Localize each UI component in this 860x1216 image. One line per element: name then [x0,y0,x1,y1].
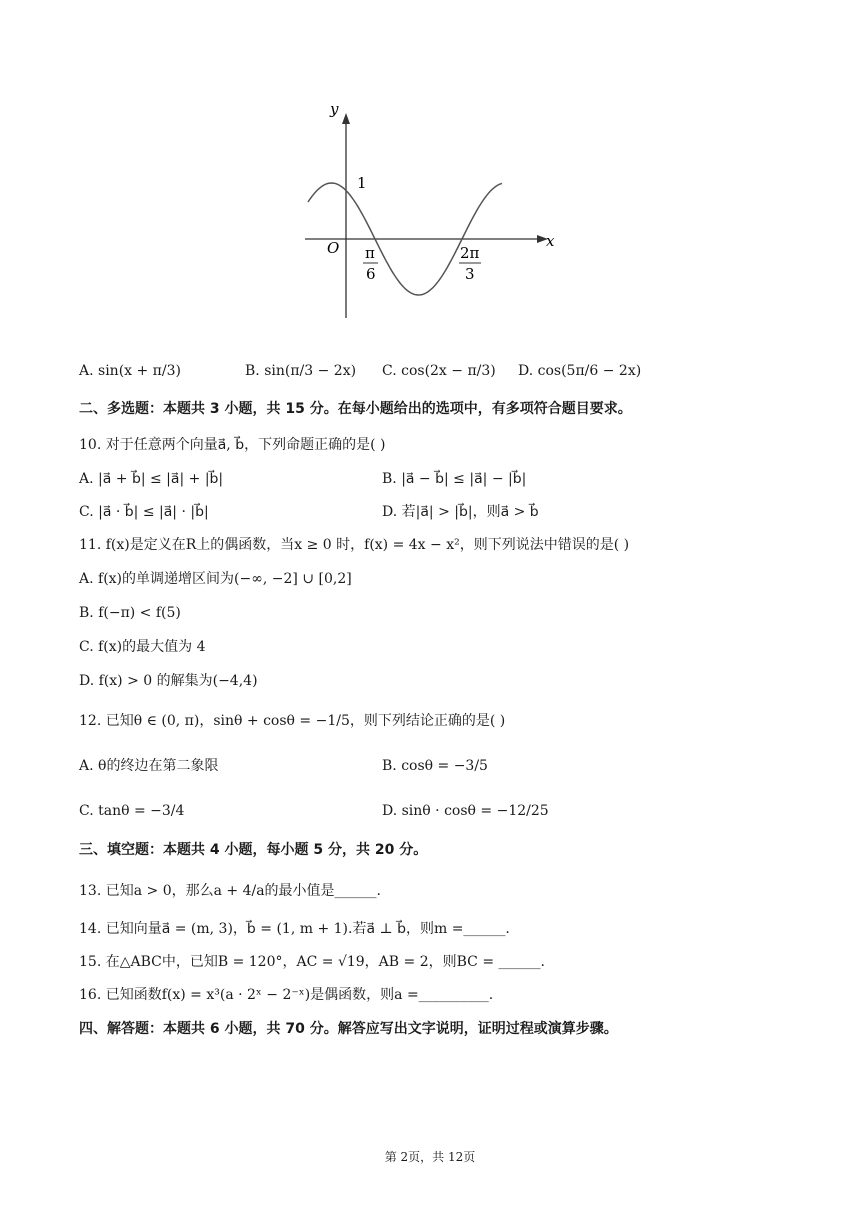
q13-text: 13. 已知a > 0，那么a + 4/a的最小值是______. [79,883,381,899]
q11-option-b: B. f(−π) < f(5) [79,605,181,621]
q11-option-c: C. f(x)的最大值为 4 [79,639,206,655]
y-value-one-label: 1 [357,174,367,192]
q11-option-a: A. f(x)的单调递增区间为(−∞, −2] ∪ [0,2] [79,571,352,587]
q10-option-a: A. |a⃗ + b⃗| ≤ |a⃗| + |b⃗| [79,471,224,487]
q10-option-b: B. |a⃗ − b⃗| ≤ |a⃗| − |b⃗| [382,471,527,487]
y-axis-arrow [342,113,350,124]
page-footer: 第 2页，共 12页 [384,1150,476,1164]
origin-label: O [327,239,340,257]
q10-stem: 10. 对于任意两个向量a⃗, b⃗，下列命题正确的是( ) [79,437,386,453]
tick-2pi-3-numerator: 2π [460,244,480,262]
q11-option-d: D. f(x) > 0 的解集为(−4,4) [79,673,258,689]
q10-option-d: D. 若|a⃗| > |b⃗|，则a⃗ > b⃗ [382,504,539,520]
q14-text: 14. 已知向量a⃗ = (m, 3)，b⃗ = (1, m + 1).若a⃗ ⊥ b⃗，则m =______. [79,921,510,937]
tick-pi-6-denominator: 6 [366,265,376,283]
q9-option-b: B. sin(π/3 − 2x) [245,363,357,379]
section-3-heading: 三、填空题：本题共 4 小题，每小题 5 分，共 20 分。 [79,842,428,858]
q12-option-d: D. sinθ · cosθ = −12/25 [382,803,549,819]
q12-option-c: C. tanθ = −3/4 [79,803,185,819]
q15-text: 15. 在△ABC中，已知B = 120°，AC = √19，AB = 2，则BC = ______. [79,954,545,970]
section-2-heading: 二、多选题：本题共 3 小题，共 15 分。在每小题给出的选项中，有多项符合题目要求。 [79,401,632,417]
q9-option-a: A. sin(x + π/3) [79,363,181,379]
q10-option-c: C. |a⃗ · b⃗| ≤ |a⃗| · |b⃗| [79,504,209,520]
y-axis-label: y [330,100,339,118]
q12-option-b: B. cosθ = −3/5 [382,758,488,774]
tick-pi-6-numerator: π [365,244,375,262]
sine-graph-figure [0,0,860,340]
q12-stem: 12. 已知θ ∈ (0, π)，sinθ + cosθ = −1/5，则下列结论正确的是( ) [79,713,506,729]
section-4-heading: 四、解答题：本题共 6 小题，共 70 分。解答应写出文字说明，证明过程或演算步骤。 [79,1021,618,1037]
tick-2pi-3-denominator: 3 [465,265,475,283]
q9-option-c: C. cos(2x − π/3) [382,363,496,379]
x-axis-label: x [546,232,555,250]
q11-stem: 11. f(x)是定义在R上的偶函数，当x ≥ 0 时，f(x) = 4x − x²，则下列说法中错误的是( ) [79,537,630,553]
q16-text: 16. 已知函数f(x) = x³(a · 2ˣ − 2⁻ˣ)是偶函数，则a =__________. [79,987,494,1003]
q12-option-a: A. θ的终边在第二象限 [79,758,219,774]
q9-option-d: D. cos(5π/6 − 2x) [518,363,642,379]
